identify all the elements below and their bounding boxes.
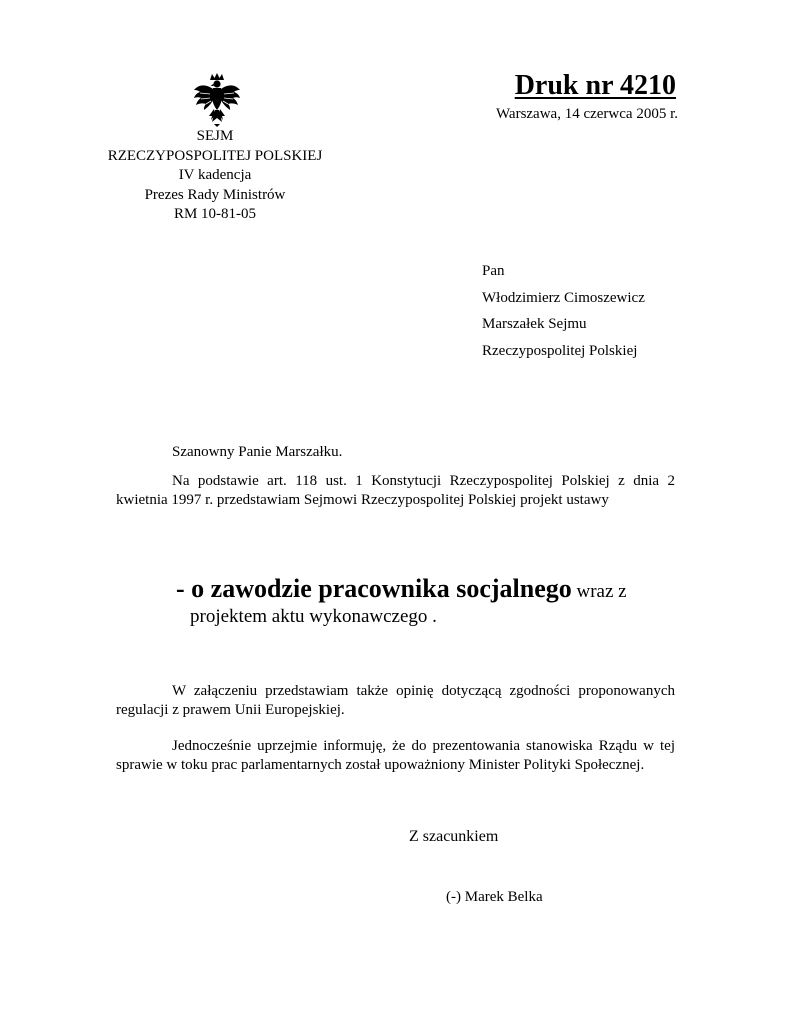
bill-title-continuation: projektem aktu wykonawczego .	[190, 606, 437, 627]
salutation: Szanowny Panie Marszałku.	[172, 444, 343, 460]
print-number-title: Druk nr 4210	[514, 70, 676, 101]
recipient-line: Pan	[482, 263, 505, 279]
header-line-sejm: SEJM	[196, 128, 234, 144]
recipient-line: Rzeczypospolitej Polskiej	[482, 342, 638, 359]
polish-eagle-icon	[192, 72, 242, 128]
header-line-term: IV kadencja	[178, 167, 252, 183]
header-line-reference: RM 10-81-05	[173, 206, 257, 222]
closing: Z szacunkiem	[409, 828, 499, 845]
signature: (-) Marek Belka	[446, 889, 543, 905]
paragraph-intro: Na podstawie art. 118 ust. 1 Konstytucji Rzeczypospolitej Polskiej z dnia 2 kwietnia 1997 r. przedstawiam Sejmowi Rzeczypospolitej Polskiej projekt ustawy	[116, 473, 675, 508]
letter-date: Warszawa, 14 czerwca 2005 r.	[495, 106, 678, 122]
paragraph-minister: Jednocześnie uprzejmie informuję, że do prezentowania stanowiska Rządu w tej sprawie w toku prac parlamentarnych został upoważniony Minister Polityki Społecznej.	[116, 738, 675, 773]
paragraph-attachment: W załączeniu przedstawiam także opinię dotyczącą zgodności proponowanych regulacji z prawem Unii Europejskiej.	[116, 683, 675, 718]
header-line-prime-minister: Prezes Rady Ministrów	[144, 186, 286, 203]
issuer-header	[80, 127, 350, 225]
bill-title-tail: wraz z	[571, 581, 627, 602]
bill-title	[176, 574, 627, 604]
recipient-line: Marszałek Sejmu	[482, 316, 587, 332]
bill-title-main: - o zawodzie pracownika socjalnego	[176, 574, 572, 603]
recipient-line: Włodzimierz Cimoszewicz	[482, 289, 645, 306]
recipient-block	[482, 258, 645, 364]
header-line-republic: RZECZYPOSPOLITEJ POLSKIEJ	[107, 147, 323, 164]
